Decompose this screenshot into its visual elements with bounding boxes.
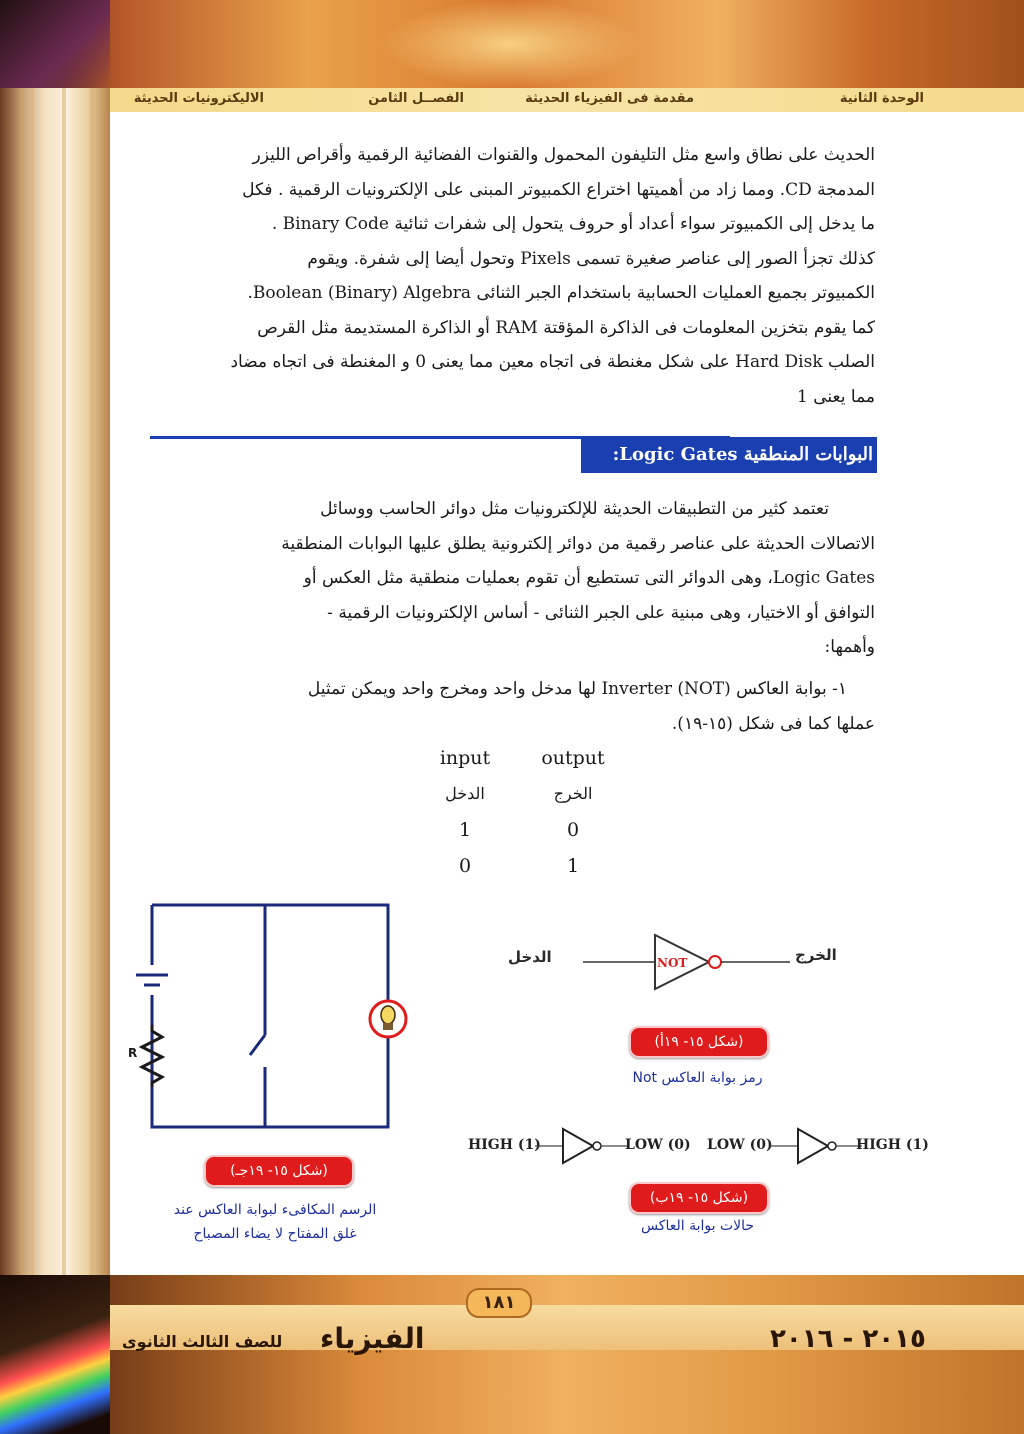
text-line: وأهمها:	[824, 637, 875, 657]
caption-line: الرسم المكافىء لبوابة العاكس عند	[173, 1202, 377, 1218]
state-label: HIGH (1)	[468, 1137, 541, 1153]
paragraph-not-gate	[145, 672, 875, 741]
text-line: ما يدخل إلى الكمبيوتر سواء أعداد أو حروف يتحول إلى شفرات ثنائية Binary Code .	[271, 214, 875, 234]
paragraph-intro	[145, 138, 875, 414]
strip-line	[62, 88, 66, 1288]
state-label: HIGH (1)	[856, 1137, 929, 1153]
header-chapter: الفصــل الثامن	[368, 91, 464, 106]
gate-input-label: الدخل	[508, 948, 552, 966]
header-output-en: output	[541, 747, 605, 769]
caption-line: غلق المفتاح لا يضاء المصباح	[193, 1226, 357, 1242]
caption-badge-figure-b: (شكل ١٥- ١٩ب)	[629, 1182, 769, 1214]
text-line: مما يعنى 1	[797, 386, 875, 407]
gate-output-label: الخرج	[795, 946, 837, 964]
text-line: الكمبيوتر بجميع العمليات الحسابية باستخدام الجبر الثنائى Boolean (Binary) Algebra.	[247, 283, 875, 303]
left-decorative-strip	[0, 88, 110, 1288]
state-label: LOW (0)	[707, 1137, 773, 1153]
not-gate-symbol	[505, 925, 865, 1005]
text-line: المدمجة CD. ومما زاد من أهميتها اختراع الكمبيوتر المبنى على الإلكترونيات الرقمية . فكل	[242, 179, 875, 200]
not-gate-high-to-low	[535, 1125, 635, 1167]
caption-figure-b: حالات بوابة العاكس	[640, 1218, 755, 1234]
text-line: كما يقوم بتخزين المعلومات فى الذاكرة المؤقتة RAM أو الذاكرة المستديمة مثل القرص	[257, 317, 875, 338]
text-line: تعتمد كثير من التطبيقات الحديثة للإلكترونيات مثل دوائر الحاسب ووسائل	[320, 499, 829, 519]
table-cell: 1	[458, 819, 472, 841]
text-line: الاتصالات الحديثة على عناصر رقمية من دوائر إلكترونية يطلق عليها البوابات المنطقية	[281, 533, 875, 554]
running-header	[110, 88, 1024, 112]
text-line: الحديث على نطاق واسع مثل التليفون المحمول والقنوات الفضائية الرقمية وأقراص الليزر	[252, 145, 875, 165]
caption-badge-figure-a: (شكل ١٥- ١٩أ)	[629, 1026, 769, 1058]
truth-table-input-column	[410, 740, 520, 884]
prism-decoration	[0, 1275, 110, 1434]
truth-table-output-column	[518, 740, 628, 884]
not-gate-low-to-high	[770, 1125, 865, 1167]
text-line: كذلك تجزأ الصور إلى عناصر صغيرة تسمى Pixels وتحول أيضا إلى شفرة. ويقوم	[307, 248, 875, 269]
banner-corner-decoration	[0, 0, 110, 88]
text-line: عملها كما فى شكل (١٥-١٩).	[671, 713, 875, 734]
header-input-en: input	[439, 747, 491, 769]
resistor-label: R	[128, 1046, 138, 1060]
caption-figure-c	[140, 1198, 410, 1246]
lamp-icon	[370, 1001, 406, 1037]
footer-book-subtitle: للصف الثالث الثانوى	[122, 1332, 283, 1351]
table-cell: 1	[566, 855, 580, 877]
banner-glow-decoration	[380, 0, 640, 88]
header-output-ar: الخرج	[553, 784, 593, 803]
caption-figure-a: رمز بوابة العاكس Not	[632, 1070, 763, 1086]
header-input-ar: الدخل	[445, 784, 485, 803]
footer-book-title: الفيزياء	[320, 1322, 425, 1355]
page-number: ١٨١	[466, 1288, 532, 1318]
strip-line	[30, 88, 34, 1288]
footer-academic-year: ٢٠١٥ - ٢٠١٦	[770, 1324, 926, 1354]
table-cell: 0	[566, 819, 580, 841]
equivalent-circuit-diagram	[128, 895, 420, 1145]
text-line: ١- بوابة العاكس Inverter (NOT) لها مدخل واحد ومخرج واحد ويمكن تمثيل	[307, 679, 847, 699]
gate-text: NOT	[657, 956, 688, 970]
strip-line	[90, 88, 94, 1288]
text-line: التوافق أو الاختيار، وهى مبنية على الجبر الثنائى - أساس الإلكترونيات الرقمية -	[327, 602, 875, 623]
state-label: LOW (0)	[625, 1137, 691, 1153]
battery-icon	[136, 965, 168, 995]
text-line: Logic Gates، وهى الدوائر التى تستطيع أن تقوم بعمليات منطقية مثل العكس أو	[303, 568, 875, 588]
header-unit: الوحدة الثانية	[839, 91, 924, 106]
table-cell: 0	[458, 855, 472, 877]
caption-badge-figure-c: (شكل ١٥- ١٩جـ)	[204, 1155, 354, 1187]
header-subject: الاليكترونيات الحديثة	[133, 91, 264, 106]
section-heading-logic-gates: البوابات المنطقية Logic Gates:	[581, 437, 877, 473]
header-intro: مقدمة فى الفيزياء الحديثة	[525, 91, 694, 106]
paragraph-logic-gates	[145, 492, 875, 665]
top-banner	[0, 0, 1024, 88]
text-line: الصلب Hard Disk على شكل مغنطة فى اتجاه معين مما يعنى 0 و المغنطة فى اتجاه مضاد	[230, 352, 875, 372]
